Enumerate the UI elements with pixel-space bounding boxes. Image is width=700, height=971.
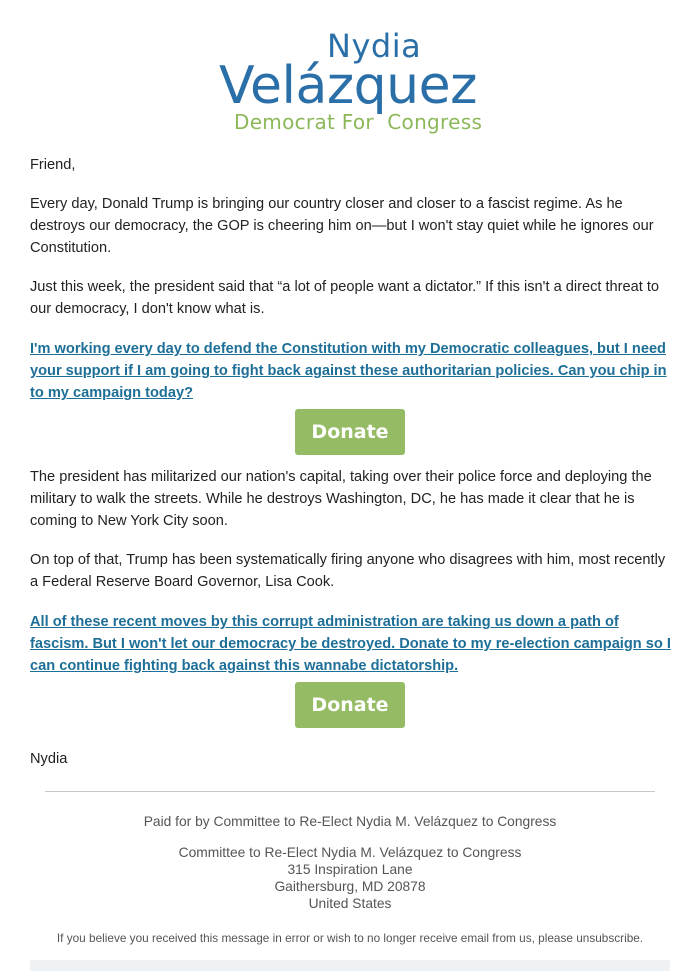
email-signature: Nydia xyxy=(30,751,68,767)
donate-button-2[interactable]: Donate xyxy=(295,682,405,728)
email-paragraph-2: Just this week, the president said that “a lot of people want a dictator.” If this isn't a direct threat to our democracy, I don't know what is. xyxy=(30,279,660,317)
committee-name: Committee to Re-Elect Nydia M. Velázquez to Congress xyxy=(178,845,522,860)
footer-bottom-bar xyxy=(30,960,670,971)
address-country: United States xyxy=(308,896,392,911)
campaign-logo xyxy=(0,26,700,136)
address-city: Gaithersburg, MD 20878 xyxy=(274,879,426,894)
email-paragraph-1: Every day, Donald Trump is bringing our country closer and closer to a fascist regime. As he destroys our democracy, the GOP is cheering him on—but I won't stay quiet while he ignores our Constitution. xyxy=(30,196,654,256)
unsubscribe-notice: If you believe you received this message in error or wish to no longer receive email from us, please unsubscribe. xyxy=(56,931,644,945)
logo-tagline: Democrat For Congress xyxy=(234,110,483,134)
logo-last-name: Velázquez xyxy=(219,56,477,116)
email-greeting: Friend, xyxy=(30,157,76,173)
email-paragraph-4: On top of that, Trump has been systematically firing anyone who disagrees with him, most recently a Federal Reserve Board Governor, Lisa Cook. xyxy=(30,552,666,590)
donate-text-link-2[interactable]: All of these recent moves by this corrupt administration are taking us down a path of fascism. But I won't let our democracy be destroyed. Donate to my re-election campaign so I can continue fighting back against this wannabe dictatorship. xyxy=(30,614,671,674)
email-paragraph-3: The president has militarized our nation's capital, taking over their police force and deploying the military to walk the streets. While he destroys Washington, DC, he has made it clear that he is coming to New York City soon. xyxy=(30,469,652,529)
paid-for-disclaimer: Paid for by Committee to Re-Elect Nydia M. Velázquez to Congress xyxy=(143,814,557,829)
footer-divider xyxy=(45,791,655,792)
logo-first-name: Nydia xyxy=(327,27,422,65)
address-street: 315 Inspiration Lane xyxy=(287,862,413,877)
donate-button-1[interactable]: Donate xyxy=(295,409,405,455)
donate-text-link-1[interactable]: I'm working every day to defend the Constitution with my Democratic colleagues, but I need your support if I am going to fight back against these authoritarian policies. Can you chip in to my campaign today? xyxy=(30,341,667,401)
